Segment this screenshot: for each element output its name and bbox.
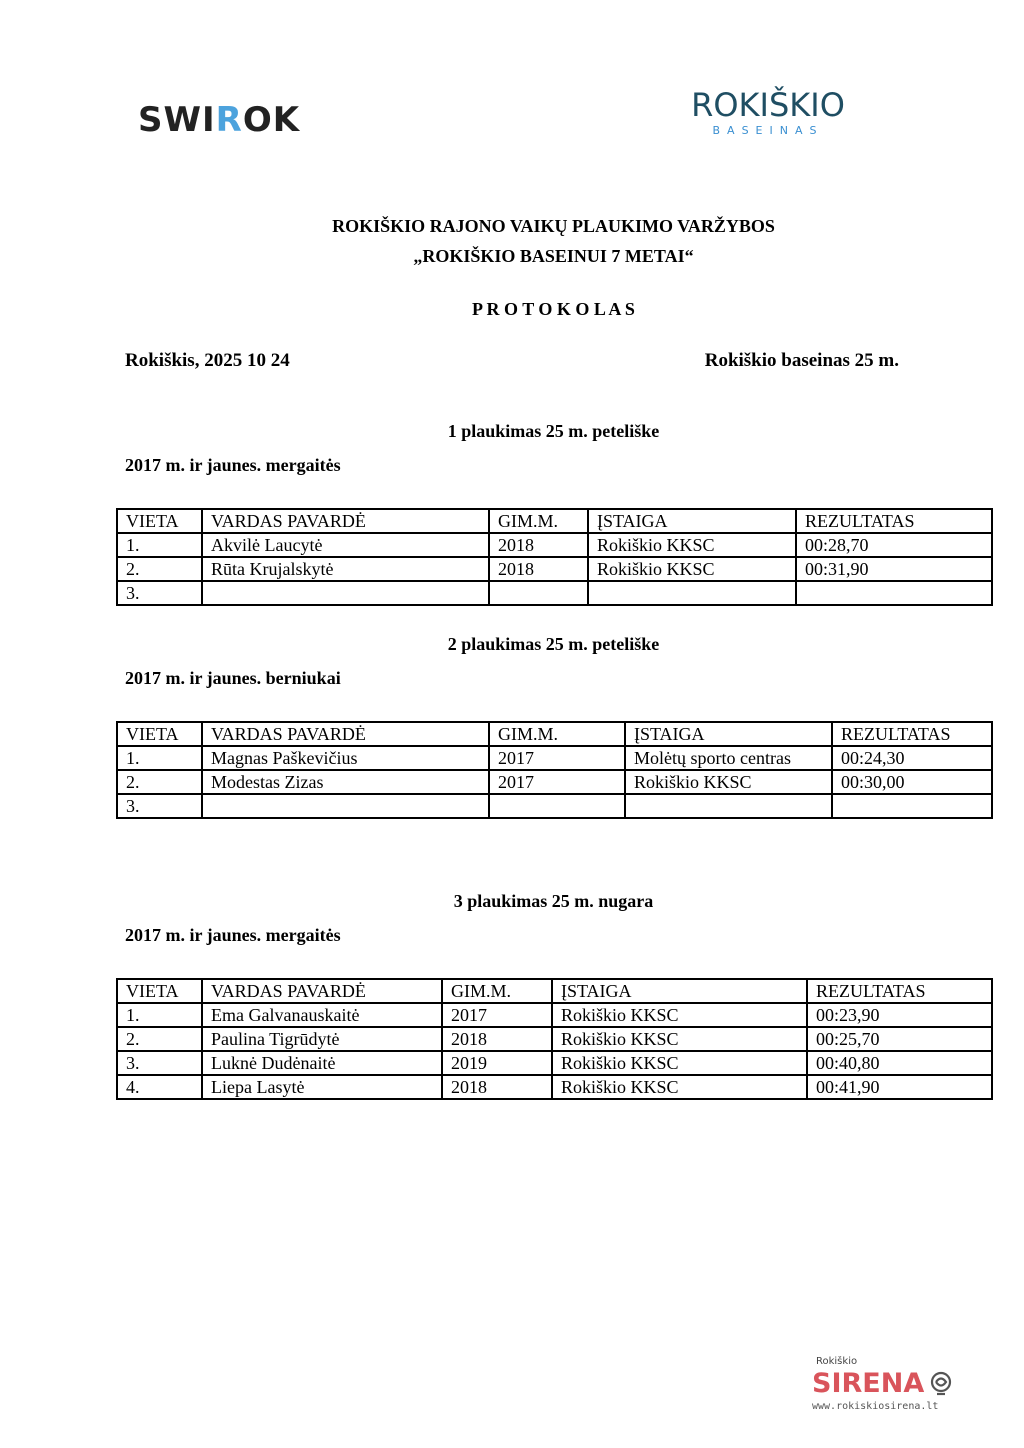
results-table <box>116 978 993 1100</box>
cell-birth-year: 2017 <box>489 746 625 770</box>
cell-institution: Molėtų sporto centras <box>625 746 832 770</box>
cell-result: 00:24,30 <box>832 746 992 770</box>
competition-title: ROKIŠKIO RAJONO VAIKŲ PLAUKIMO VARŽYBOS <box>332 216 775 236</box>
race-title: 2 plaukimas 25 m. peteliške <box>447 634 660 654</box>
cell-institution: Rokiškio KKSC <box>552 1027 807 1051</box>
table-row <box>117 746 992 770</box>
cell-name: Magnas Paškevičius <box>202 746 489 770</box>
competition-subtitle: „ROKIŠKIO BASEINUI 7 METAI“ <box>413 246 694 266</box>
protocol-document <box>116 214 991 1100</box>
cell-result: 00:25,70 <box>807 1027 992 1051</box>
table-row <box>117 1003 992 1027</box>
cell-result: 00:40,80 <box>807 1051 992 1075</box>
cell-place: 1. <box>117 1003 202 1027</box>
cell-name: Ema Galvanauskaitė <box>202 1003 442 1027</box>
document-type: P R O T O K O L A S <box>472 299 635 319</box>
cell-result <box>796 581 992 605</box>
cell-name <box>202 794 489 818</box>
venue: Rokiškio baseinas 25 m. <box>704 350 899 371</box>
cell-institution: Rokiškio KKSC <box>625 770 832 794</box>
cell-name: Rūta Krujalskytė <box>202 557 489 581</box>
table-row <box>117 557 992 581</box>
results-table <box>116 508 993 606</box>
swimrok-logo-mid: R <box>215 100 243 140</box>
cell-name <box>202 581 489 605</box>
cell-birth-year: 2018 <box>489 533 588 557</box>
rokiskio-baseinas-logo <box>676 86 860 138</box>
cell-name: Modestas Zizas <box>202 770 489 794</box>
col-header: ĮSTAIGA <box>588 509 796 533</box>
cell-place: 2. <box>117 770 202 794</box>
sirena-small-text: Rokiškio <box>816 1356 858 1367</box>
cell-institution: Rokiškio KKSC <box>552 1003 807 1027</box>
cell-name: Paulina Tigrūdytė <box>202 1027 442 1051</box>
table-row <box>117 1027 992 1051</box>
col-header: ĮSTAIGA <box>625 722 832 746</box>
col-header: REZULTATAS <box>807 979 992 1003</box>
cell-birth-year <box>489 581 588 605</box>
logo-rokiskio-text: ROKIŠKIO <box>691 86 845 124</box>
cell-institution: Rokiškio KKSC <box>588 557 796 581</box>
col-header: ĮSTAIGA <box>552 979 807 1003</box>
col-header: VARDAS PAVARDĖ <box>202 979 442 1003</box>
col-header: VARDAS PAVARDĖ <box>202 509 489 533</box>
col-header: GIM.M. <box>489 509 588 533</box>
sirena-big-row <box>812 1368 1012 1400</box>
col-header: VARDAS PAVARDĖ <box>202 722 489 746</box>
cell-birth-year: 2018 <box>442 1027 552 1051</box>
table-row <box>117 770 992 794</box>
swimrok-logo <box>138 100 300 140</box>
cell-place: 3. <box>117 581 202 605</box>
logo-baseinas-text: BASEINAS <box>712 124 824 137</box>
rokiskio-sirena-logo <box>812 1356 1012 1414</box>
race-title: 3 plaukimas 25 m. nugara <box>453 891 654 911</box>
cell-place: 1. <box>117 746 202 770</box>
col-header: REZULTATAS <box>796 509 992 533</box>
cell-result: 00:23,90 <box>807 1003 992 1027</box>
table-header-row <box>117 509 992 533</box>
cell-result <box>832 794 992 818</box>
table-header-row <box>117 979 992 1003</box>
cell-place: 3. <box>117 1051 202 1075</box>
cell-place: 3. <box>117 794 202 818</box>
table-row <box>117 1075 992 1099</box>
cell-birth-year: 2018 <box>442 1075 552 1099</box>
cell-institution: Rokiškio KKSC <box>552 1051 807 1075</box>
logos-row <box>0 86 1024 156</box>
col-header: GIM.M. <box>489 722 625 746</box>
sirena-url: www.rokiskiosirena.lt <box>812 1401 939 1412</box>
swimrok-logo-right: OK <box>242 100 301 140</box>
col-header: VIETA <box>117 722 202 746</box>
cell-name: Liepa Lasytė <box>202 1075 442 1099</box>
col-header: VIETA <box>117 509 202 533</box>
table-row <box>117 533 992 557</box>
table-row <box>117 581 992 605</box>
cell-place: 2. <box>117 557 202 581</box>
cell-institution <box>588 581 796 605</box>
cell-result: 00:41,90 <box>807 1075 992 1099</box>
results-table <box>116 721 993 819</box>
col-header: VIETA <box>117 979 202 1003</box>
cell-birth-year: 2018 <box>489 557 588 581</box>
cell-place: 1. <box>117 533 202 557</box>
col-header: GIM.M. <box>442 979 552 1003</box>
swimrok-logo-left: SWI <box>138 100 216 140</box>
cell-birth-year: 2017 <box>442 1003 552 1027</box>
cell-result: 00:28,70 <box>796 533 992 557</box>
cell-institution: Rokiškio KKSC <box>588 533 796 557</box>
cell-place: 4. <box>117 1075 202 1099</box>
race-title: 1 plaukimas 25 m. peteliške <box>447 421 660 441</box>
meta-row <box>116 349 991 373</box>
cell-institution: Rokiškio KKSC <box>552 1075 807 1099</box>
table-row <box>117 794 992 818</box>
table-header-row <box>117 722 992 746</box>
sirena-emblem-icon <box>928 1371 954 1397</box>
cell-birth-year: 2017 <box>489 770 625 794</box>
sirena-big-text: SIRENA <box>812 1368 925 1399</box>
cell-place: 2. <box>117 1027 202 1051</box>
cell-birth-year: 2019 <box>442 1051 552 1075</box>
cell-name: Akvilė Laucytė <box>202 533 489 557</box>
table-row <box>117 1051 992 1075</box>
cell-institution <box>625 794 832 818</box>
cell-result: 00:30,00 <box>832 770 992 794</box>
cell-birth-year <box>489 794 625 818</box>
cell-result: 00:31,90 <box>796 557 992 581</box>
col-header: REZULTATAS <box>832 722 992 746</box>
place-date: Rokiškis, 2025 10 24 <box>125 350 290 371</box>
race-group: 2017 m. ir jaunes. berniukai <box>125 668 341 688</box>
race-group: 2017 m. ir jaunes. mergaitės <box>125 455 341 475</box>
race-group: 2017 m. ir jaunes. mergaitės <box>125 925 341 945</box>
cell-name: Luknė Dudėnaitė <box>202 1051 442 1075</box>
